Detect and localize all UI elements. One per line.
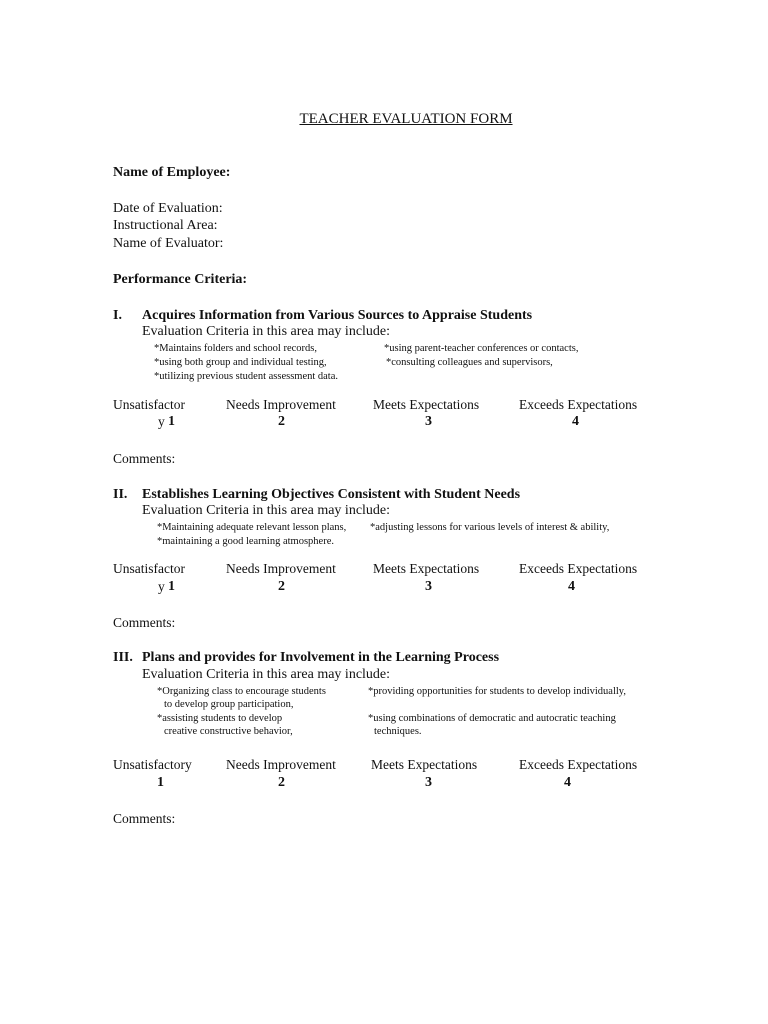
bullet-left: *utilizing previous student assessment data. bbox=[154, 371, 339, 382]
bullet-left: *Maintaining adequate relevant lesson plans, bbox=[157, 522, 347, 533]
rating-2: 2 bbox=[278, 579, 285, 594]
section-heading: Establishes Learning Objectives Consistent with Student Needs bbox=[142, 487, 521, 502]
bullet-left: *assisting students to develop bbox=[157, 713, 283, 724]
bullet-right: *adjusting lessons for various levels of interest & ability, bbox=[370, 522, 610, 533]
criteria-intro: Evaluation Criteria in this area may include: bbox=[142, 503, 391, 518]
rating-4: 4 bbox=[572, 414, 579, 429]
bullet-right: techniques. bbox=[374, 726, 422, 737]
section-heading: Plans and provides for Involvement in the Learning Process bbox=[142, 650, 500, 665]
rating-3: 3 bbox=[425, 579, 432, 594]
instructional-area-label: Instructional Area: bbox=[113, 218, 218, 233]
scale-label-1: Unsatisfactory bbox=[113, 757, 192, 772]
bullet-right: *using combinations of democratic and autocratic teaching bbox=[368, 713, 616, 724]
scale-label-4: Exceeds Expectations bbox=[519, 561, 638, 576]
section-numeral: II. bbox=[113, 487, 128, 502]
criteria-intro: Evaluation Criteria in this area may include: bbox=[142, 324, 391, 339]
bullet-right: *providing opportunities for students to develop individually, bbox=[368, 686, 626, 697]
rating-3: 3 bbox=[425, 775, 432, 790]
bullet-left: to develop group participation, bbox=[164, 699, 294, 710]
rating-4: 4 bbox=[568, 579, 575, 594]
rating-1: 1 bbox=[157, 775, 164, 790]
page-title: TEACHER EVALUATION FORM bbox=[299, 111, 513, 127]
scale-label-2: Needs Improvement bbox=[226, 561, 336, 576]
scale-label-1: Unsatisfactor bbox=[113, 561, 185, 576]
rating-1: 1 bbox=[168, 579, 175, 594]
bullet-left: *Organizing class to encourage students bbox=[157, 686, 326, 697]
bullet-right: *consulting colleagues and supervisors, bbox=[386, 357, 553, 368]
rating-4: 4 bbox=[564, 775, 571, 790]
criteria-intro: Evaluation Criteria in this area may include: bbox=[142, 667, 391, 682]
scale-label-3: Meets Expectations bbox=[371, 757, 478, 772]
rating-2: 2 bbox=[278, 414, 285, 429]
scale-label-4: Exceeds Expectations bbox=[519, 397, 638, 412]
bullet-left: *maintaining a good learning atmosphere. bbox=[157, 536, 334, 547]
evaluator-name-label: Name of Evaluator: bbox=[113, 236, 224, 251]
bullet-left: *using both group and individual testing, bbox=[154, 357, 327, 368]
scale-label-1: Unsatisfactor bbox=[113, 397, 185, 412]
scale-label-wrap: y bbox=[158, 414, 165, 429]
section-heading: Acquires Information from Various Sources to Appraise Students bbox=[142, 308, 533, 323]
scale-label-3: Meets Expectations bbox=[373, 397, 480, 412]
rating-1: 1 bbox=[168, 414, 175, 429]
comments-label: Comments: bbox=[113, 615, 176, 630]
bullet-right: *using parent-teacher conferences or contacts, bbox=[384, 343, 579, 354]
scale-label-2: Needs Improvement bbox=[226, 757, 336, 772]
section-numeral: I. bbox=[113, 308, 122, 323]
employee-name-label: Name of Employee: bbox=[113, 165, 231, 180]
scale-label-3: Meets Expectations bbox=[373, 561, 480, 576]
bullet-left: creative constructive behavior, bbox=[164, 726, 293, 737]
section-numeral: III. bbox=[113, 650, 133, 665]
rating-2: 2 bbox=[278, 775, 285, 790]
rating-3: 3 bbox=[425, 414, 432, 429]
comments-label: Comments: bbox=[113, 811, 176, 826]
scale-label-4: Exceeds Expectations bbox=[519, 757, 638, 772]
comments-label: Comments: bbox=[113, 451, 176, 466]
evaluation-date-label: Date of Evaluation: bbox=[113, 201, 223, 216]
scale-label-2: Needs Improvement bbox=[226, 397, 336, 412]
performance-criteria-heading: Performance Criteria: bbox=[113, 272, 248, 287]
scale-label-wrap: y bbox=[158, 579, 165, 594]
bullet-left: *Maintains folders and school records, bbox=[154, 343, 318, 354]
